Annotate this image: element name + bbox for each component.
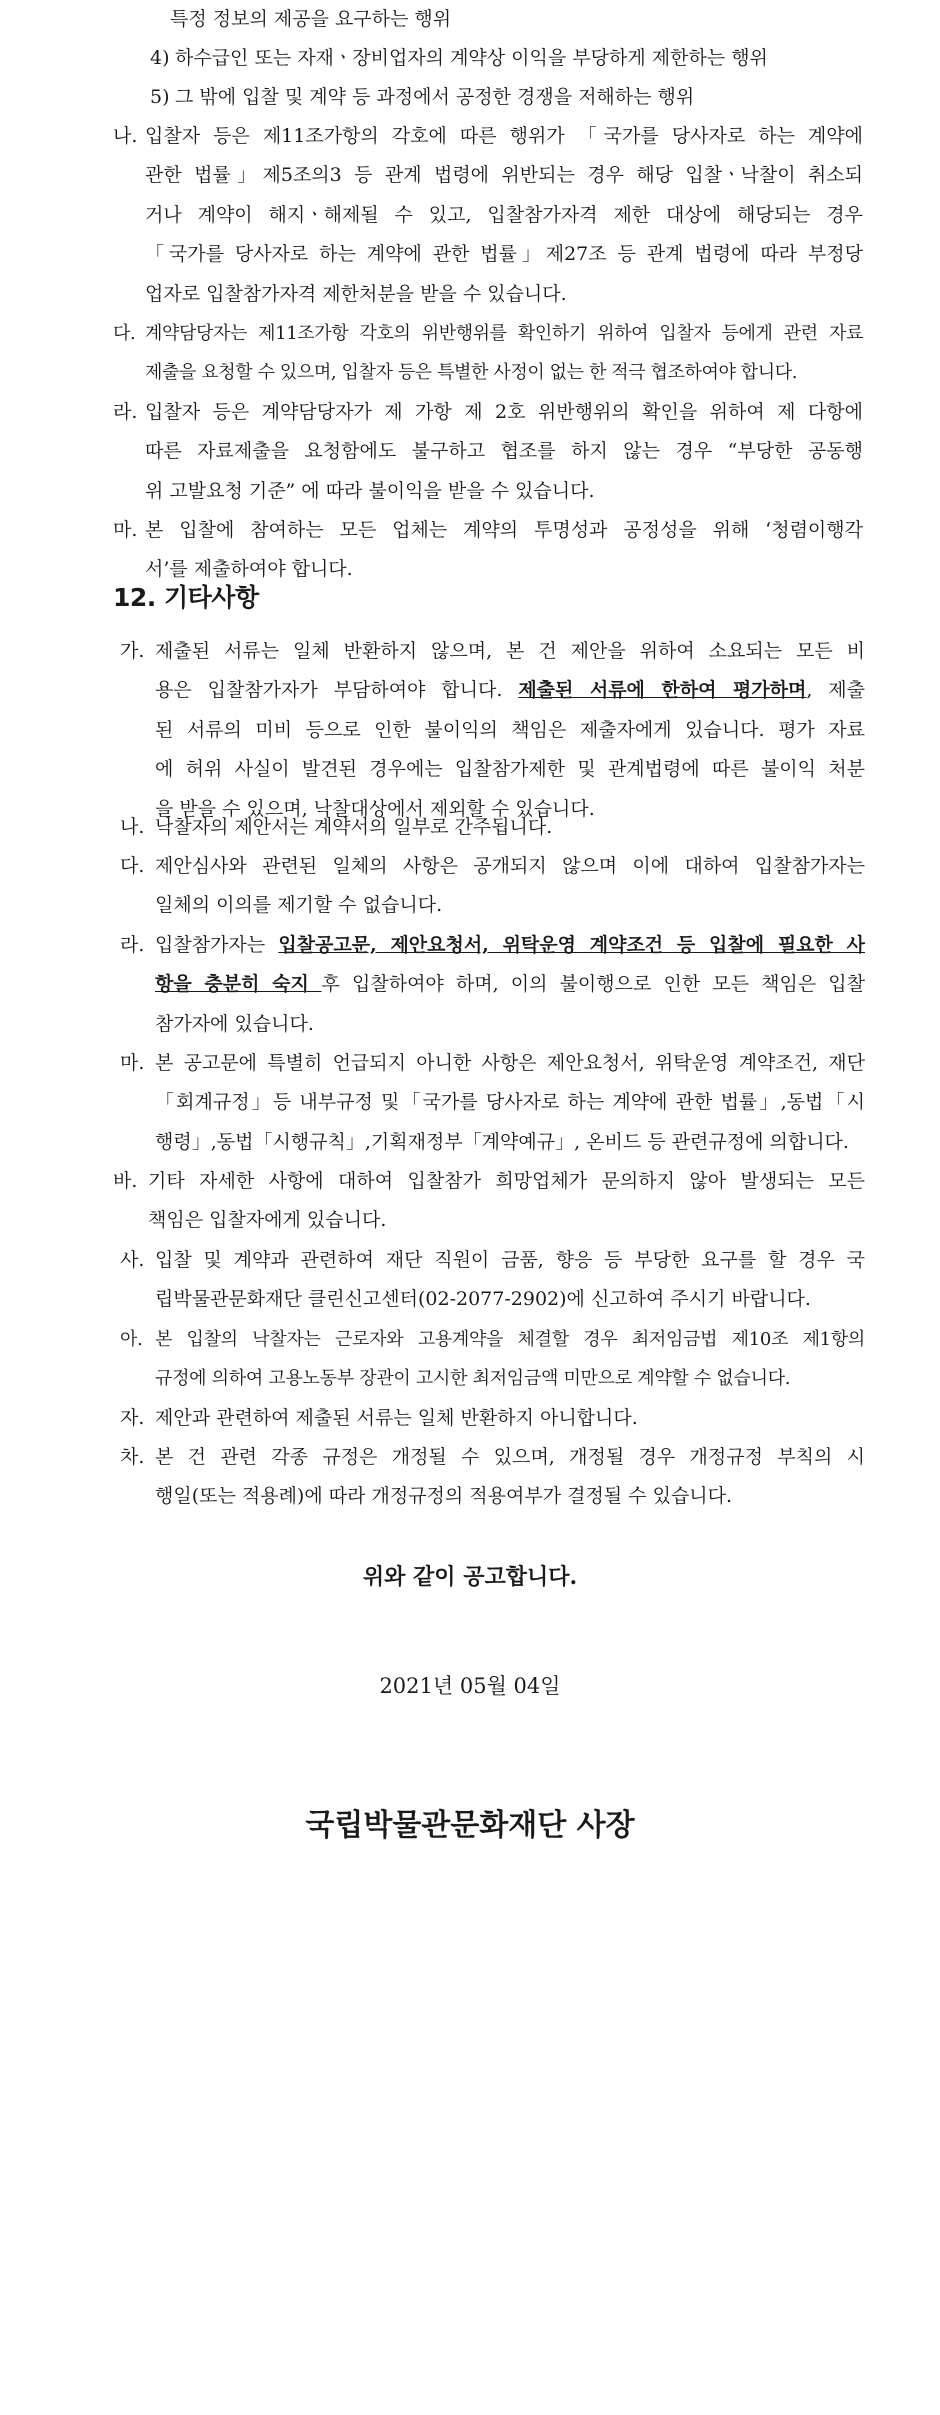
item-number: 자. [120, 1407, 145, 1429]
item-line: 따른 자료제출을 요청함에도 불구하고 협조를 하지 않는 경우 “부당한 공동행 [145, 440, 863, 463]
item-number: 라. [113, 401, 138, 423]
list-item-da [113, 314, 863, 393]
item-line: 제출을 요청할 수 있으며, 입찰자 등은 특별한 사정이 없는 한 적극 협조하여야 합니다. [145, 362, 798, 384]
list-item-ra2 [120, 926, 865, 1044]
item-line: 입찰자 등은 계약담당자가 제 가항 제 2호 위반행위의 확인을 위하여 제 다항에 [145, 401, 863, 423]
list-item-ga [120, 632, 865, 829]
list-item-ja [120, 1399, 865, 1438]
item-line: 입찰 및 계약과 관련하여 재단 직원이 금품, 향응 등 부당한 요구를 할 경우 국 [155, 1249, 865, 1271]
list-item-sa [120, 1241, 865, 1320]
list-item [170, 0, 870, 39]
item-line: 립박물관문화재단 클린신고센터(02-2077-2902)에 신고하여 주시기 바랍니다. [155, 1288, 811, 1311]
item-line: 위 고발요청 기준” 에 따라 불이익을 받을 수 있습니다. [145, 479, 595, 502]
announcement-date: 2021년 05월 04일 [379, 1674, 561, 1698]
item-number: 다. [120, 855, 145, 877]
item-number: 마. [120, 1052, 145, 1074]
item-number: 차. [120, 1446, 145, 1468]
item-line: 본 입찰의 낙찰자는 근로자와 고용계약을 체결할 경우 최저임금법 제10조 제1항의 [155, 1329, 865, 1350]
item-line: 행일(또는 적용례)에 따라 개정규정의 적용여부가 결정될 수 있습니다. [155, 1485, 733, 1508]
emphasis-text: 항을 충분히 숙지 [155, 973, 322, 996]
list-item-da2 [120, 847, 865, 926]
item-number: 사. [120, 1249, 145, 1271]
list-item-ba [113, 1162, 865, 1241]
item-line: 관한 법률」제5조의3 등 관계 법령에 위반되는 경우 해당 입찰ㆍ낙찰이 취소되 [145, 164, 863, 187]
list-item-ra [113, 393, 863, 511]
list-item-na2 [120, 808, 865, 847]
item-line: 낙찰자의 제안서는 계약서의 일부로 간주됩니다. [155, 816, 553, 838]
item-line: 「회계규정」등 내부규정 및「국가를 당사자로 하는 계약에 관한 법률」,동법「시 [155, 1091, 865, 1114]
item-line: 계약담당자는 제11조가항 각호의 위반행위를 확인하기 위하여 입찰자 등에게 관련 자료 [145, 323, 863, 344]
item-line: 된 서류의 미비 등으로 인한 불이익의 책임은 제출자에게 있습니다. 평가 자료 [155, 718, 865, 741]
item-number: 나. [120, 816, 145, 838]
item-number: 다. [113, 323, 136, 344]
item-line: 서’를 제출하여야 합니다. [145, 558, 353, 581]
item-line: 제안심사와 관련된 일체의 사항은 공개되지 않으며 이에 대하여 입찰참가자는 [155, 855, 865, 877]
item-line [155, 926, 865, 965]
item-line: 특정 정보의 제공을 요구하는 행위 [170, 8, 452, 30]
text-run: , 제출 [806, 679, 865, 702]
item-number: 4) [150, 47, 170, 69]
item-line: 본 입찰에 참여하는 모든 업체는 계약의 투명성과 공정성을 위해 ‘청렴이행각 [145, 519, 863, 541]
item-line: 에 허위 사실이 발견된 경우에는 입찰참가제한 및 관계법령에 따른 불이익 처분 [155, 758, 865, 781]
section-heading: 12. 기타사항 [113, 583, 259, 612]
item-number: 마. [113, 519, 138, 541]
item-line: 입찰자 등은 제11조가항의 각호에 따른 행위가 「국가를 당사자로 하는 계약에 [145, 125, 863, 147]
list-item-cha [120, 1438, 865, 1517]
item-number: 5) [150, 86, 170, 108]
item-line: 본 공고문에 특별히 언급되지 아니한 사항은 제안요청서, 위탁운영 계약조건, 재단 [155, 1052, 865, 1074]
item-line: 본 건 관련 각종 규정은 개정될 수 있으며, 개정될 경우 개정규정 부칙의 시 [155, 1446, 865, 1468]
item-line: 규정에 의하여 고용노동부 장관이 고시한 최저임금액 미만으로 계약할 수 없습니다. [155, 1368, 791, 1390]
item-line: 업자로 입찰참가자격 제한처분을 받을 수 있습니다. [145, 282, 567, 305]
item-line: 제출된 서류는 일체 반환하지 않으며, 본 건 제안을 위하여 소요되는 모든 비 [155, 640, 865, 662]
list-item-na [113, 117, 863, 314]
text-run: 입찰참가자는 [155, 934, 279, 956]
list-item-ma2 [120, 1044, 865, 1162]
item-line [155, 671, 865, 710]
emphasis-text: 제출된 서류에 한하여 평가하며 [518, 679, 807, 702]
item-line: 을 받을 수 있으며, 낙찰대상에서 제외할 수 있습니다. [155, 797, 595, 820]
item-number: 가. [120, 640, 145, 662]
item-line: 일체의 이의를 제기할 수 없습니다. [155, 894, 443, 917]
item-line [155, 965, 865, 1004]
emphasis-text: 입찰공고문, 제안요청서, 위탁운영 계약조건 등 입찰에 필요한 사 [278, 934, 865, 956]
text-run: 용은 입찰참가자가 부담하여야 합니다. [155, 679, 519, 702]
list-item-a [120, 1320, 865, 1399]
item-line: 「국가를 당사자로 하는 계약에 관한 법률」제27조 등 관계 법령에 따라 부정당 [145, 243, 863, 266]
list-item [150, 78, 870, 117]
item-line: 거나 계약이 해지ㆍ해제될 수 있고, 입찰참가자격 제한 대상에 해당되는 경우 [145, 203, 863, 226]
item-line: 기타 자세한 사항에 대하여 입찰참가 희망업체가 문의하지 않아 발생되는 모든 [148, 1170, 865, 1192]
item-line: 제안과 관련하여 제출된 서류는 일체 반환하지 아니합니다. [155, 1407, 638, 1429]
item-line: 참가자에 있습니다. [155, 1012, 314, 1035]
item-line: 그 밖에 입찰 및 계약 등 과정에서 공정한 경쟁을 저해하는 행위 [175, 86, 695, 108]
list-item [150, 39, 870, 78]
item-number: 아. [120, 1329, 143, 1350]
item-number: 나. [113, 125, 138, 147]
signatory: 국립박물관문화재단 사장 [305, 1808, 635, 1843]
item-number: 라. [120, 934, 145, 956]
text-run: 후 입찰하여야 하며, 이의 불이행으로 인한 모든 책임은 입찰 [321, 973, 865, 996]
item-line: 하수급인 또는 자재ㆍ장비업자의 계약상 이익을 부당하게 제한하는 행위 [175, 47, 768, 69]
item-line: 행령」,동법「시행규칙」,기획재정부「계약예규」, 온비드 등 관련규정에 의합니다. [155, 1130, 849, 1153]
item-number: 바. [113, 1170, 138, 1192]
closing-statement: 위와 같이 공고합니다. [362, 1564, 578, 1590]
item-line: 책임은 입찰자에게 있습니다. [148, 1209, 387, 1232]
